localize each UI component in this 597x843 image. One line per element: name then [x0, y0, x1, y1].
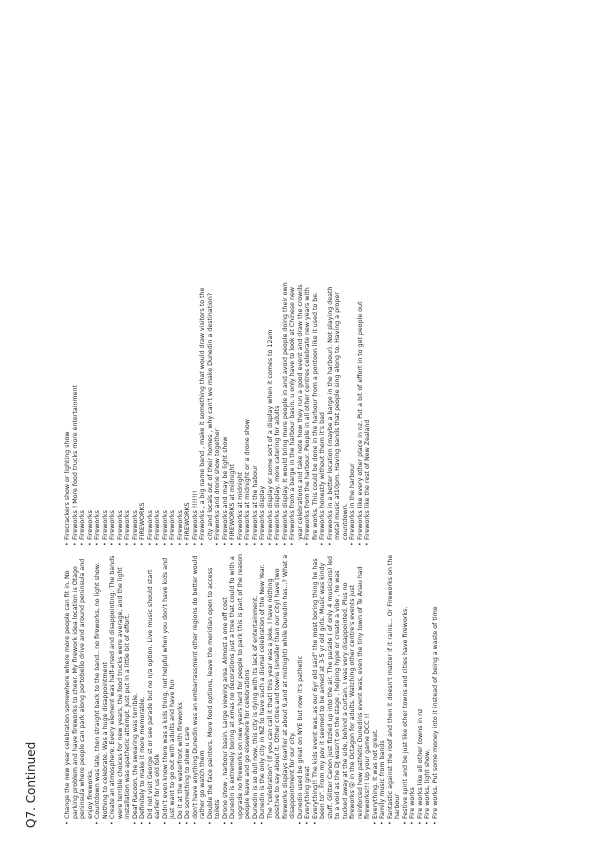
response-item: • Fireworks , a big name band , make it something that would draw visitors to the city and locals out of their homes , why can't we make Dunedin a destination?	[199, 276, 214, 546]
responses-right-column	[64, 276, 372, 546]
response-item: • Double the face painters. More food options, leave the meridian open to access toilets	[207, 553, 222, 825]
response-item: • Everything. It was not great.	[372, 553, 380, 825]
response-item: • Fireworks from the harbour. People in all other centres celebrate new years with fire works. This could be done in the harbour from a pontoon like it used to be.	[304, 276, 319, 546]
response-item: • Fireworks honestly without them it's bad	[319, 276, 327, 546]
response-item: • Didn't even know there was a kids thing, not helpful when you don't have kids and just want to go out with adults and have fun	[162, 553, 177, 825]
response-item: • Fireworks	[162, 276, 170, 546]
response-item: • Do something to show u care	[184, 553, 192, 825]
response-item: • Dunedin is extremely boring at xmas no decorations just a tree that could fo with a upgrade no fireworks on new years hard for people to park this is part of the reason people leave and go elsewhere for celebrations	[229, 553, 252, 825]
response-item: • Fireworks in a better location (maybe a barge in the harbour). Not playing death metal music at10pm. Having bands that people sing along to. Having a proper countdown.	[327, 276, 350, 546]
response-item: • Fireworks	[102, 276, 110, 546]
response-item: • Fireworks ! More food trucks more entertainment	[72, 276, 80, 546]
response-item: • Do it at the waterfront with fireworks	[177, 553, 185, 825]
response-item: • Festive spirit and be just like other towns and cities have fireworks.	[402, 553, 410, 825]
response-item: • Fireworks at midnight	[237, 276, 245, 546]
response-item: • Fireworks at midnight or a drone show	[244, 276, 252, 546]
response-item: • Family music from bands	[379, 553, 387, 825]
response-item: • Drone show , harbour basin. Large viewing area. Almost a one off cost	[222, 553, 230, 825]
response-item: • Firecrackers show or lighting show	[64, 276, 72, 546]
response-item: • Fireworks	[109, 276, 117, 546]
responses-left-column	[64, 553, 439, 825]
response-item: • Fireworks and drone show together	[214, 276, 222, 546]
response-item: • Fireworks	[154, 276, 162, 546]
response-item: • Fireworks display	[259, 276, 267, 546]
response-item: • Fire works like all other towns in nz	[417, 553, 425, 825]
response-item: • Fire works. Put some money into it instead of being a waste of time	[432, 553, 440, 825]
response-item: • FIREWORKS at midnight	[229, 276, 237, 546]
response-item: • Dunedin used be great on NYE but now it's pathetic	[297, 553, 305, 825]
response-item: • Create an atmosphere. Every element was half-arsed and disappointing. The bands were terrible choices for new years, the food trucks were average, and the light installation was apathetic attempt. Just put in a little bit of effort.	[109, 553, 132, 825]
response-item: • Everything!! The kids event was..as our 6yr old said" the most boring thing he has been to". From my pov it seemed to be aimed at 3-5 yr old girls. Music was kindy stuff. Glitter Canon just fizzled up into the air. The parade ( of only 4 musicians) led to a void as the DJ wasn't on the stage , helping hype or create a vibe , he was tucked away at the side, behind a curtain. I was very disappointed. Plus no fireworks 😮 in the Octagon for adults. Watching other centre's events just reinforced how pathetic Dunedins event was, even the tiny town of Te Anau had fireworks!!! Up your game DCC !!	[312, 553, 372, 825]
response-item: • Fire works, light show,	[424, 553, 432, 825]
response-item: • Definitely to make it more memorable.	[139, 553, 147, 825]
response-item: • Deaf Racoon, the swearing was terrible.	[132, 553, 140, 825]
response-item: • don't have anything Dunedin was an embarrassment other regions do better would rather go watch them	[192, 553, 207, 825]
response-item: • Change the new year celebration somewhere where more people can fit in. No parking problem and have fireworks to cheer. My firework idea location is Otago peninsula where people can park along portobello drive and around peninsula and enjoy fireworks.	[64, 553, 94, 825]
response-item: • Fireworks	[117, 276, 125, 546]
response-item: • Fireworks and may be light show	[222, 276, 230, 546]
response-item: • Fireworks display, more catering for adults	[274, 276, 282, 546]
response-item: • Fireworks from a barge in the harbour basin. u only have to look at Chinese new year celebrations and take note how they run a good event and draw the crowds	[289, 276, 304, 546]
response-item: • Fireworks	[94, 276, 102, 546]
response-item: • Fireworks like the rest of New Zealand	[364, 276, 372, 546]
response-item: • Fireworks display or some sort of a display when it comes to 12am	[267, 276, 275, 546]
response-item: • FIREWORKS	[184, 276, 192, 546]
response-item: • Fireworks	[79, 276, 87, 546]
page-title: Q7. Continued	[24, 741, 38, 828]
response-item: • Fireworks	[147, 276, 155, 546]
response-item: • Fireworks	[87, 276, 95, 546]
response-item: • Dunedin is the only city in NZ to have such a dismal celebration of the New Year. The "celebration" (if you can call it that) this year was a joke. I have nothing positive to say about it. Other cities and towns (smaller than our city) have two fireworks displays (earlier at about 9,and at midnight) while Dunedin has...? What a disappointment for our city.	[259, 553, 297, 825]
response-item: • Fireworks !!!!!!!	[192, 276, 200, 546]
response-item: • Everything great	[304, 553, 312, 825]
response-item: • Fire works	[409, 553, 417, 825]
response-item: • Fireworks in the harbour	[349, 276, 357, 546]
response-item: • Fireworks	[124, 276, 132, 546]
response-item: • Fantastic against the roof and then it doesn't matter if it rains... Or Fireworks on the harbour	[387, 553, 402, 825]
response-item: • Fireworks	[132, 276, 140, 546]
response-item: • Fireworks like every other place in nz. Put a bit of effort in to get people out	[357, 276, 365, 546]
response-item: • Fireworks at the habour	[252, 276, 260, 546]
response-item: • FIREWORKS	[139, 276, 147, 546]
response-item: • Fireworks	[169, 276, 177, 546]
response-item: • Did not visit George st or see parade but no n/a option. Live music should start earlier for us old folk	[147, 553, 162, 825]
response-item: • Fireworks	[177, 276, 185, 546]
response-item: • Countdown was late, then straight back to the band.. no fireworks, no light show. Nothing to celebrate. Was a huge disappointment	[94, 553, 109, 825]
response-item: • Fireworks display. It would bring more people in and avoid people doing their own	[282, 276, 290, 546]
response-item: • Dunedin is so dull now, this city is dying with its lack of entertainment.	[252, 553, 260, 825]
